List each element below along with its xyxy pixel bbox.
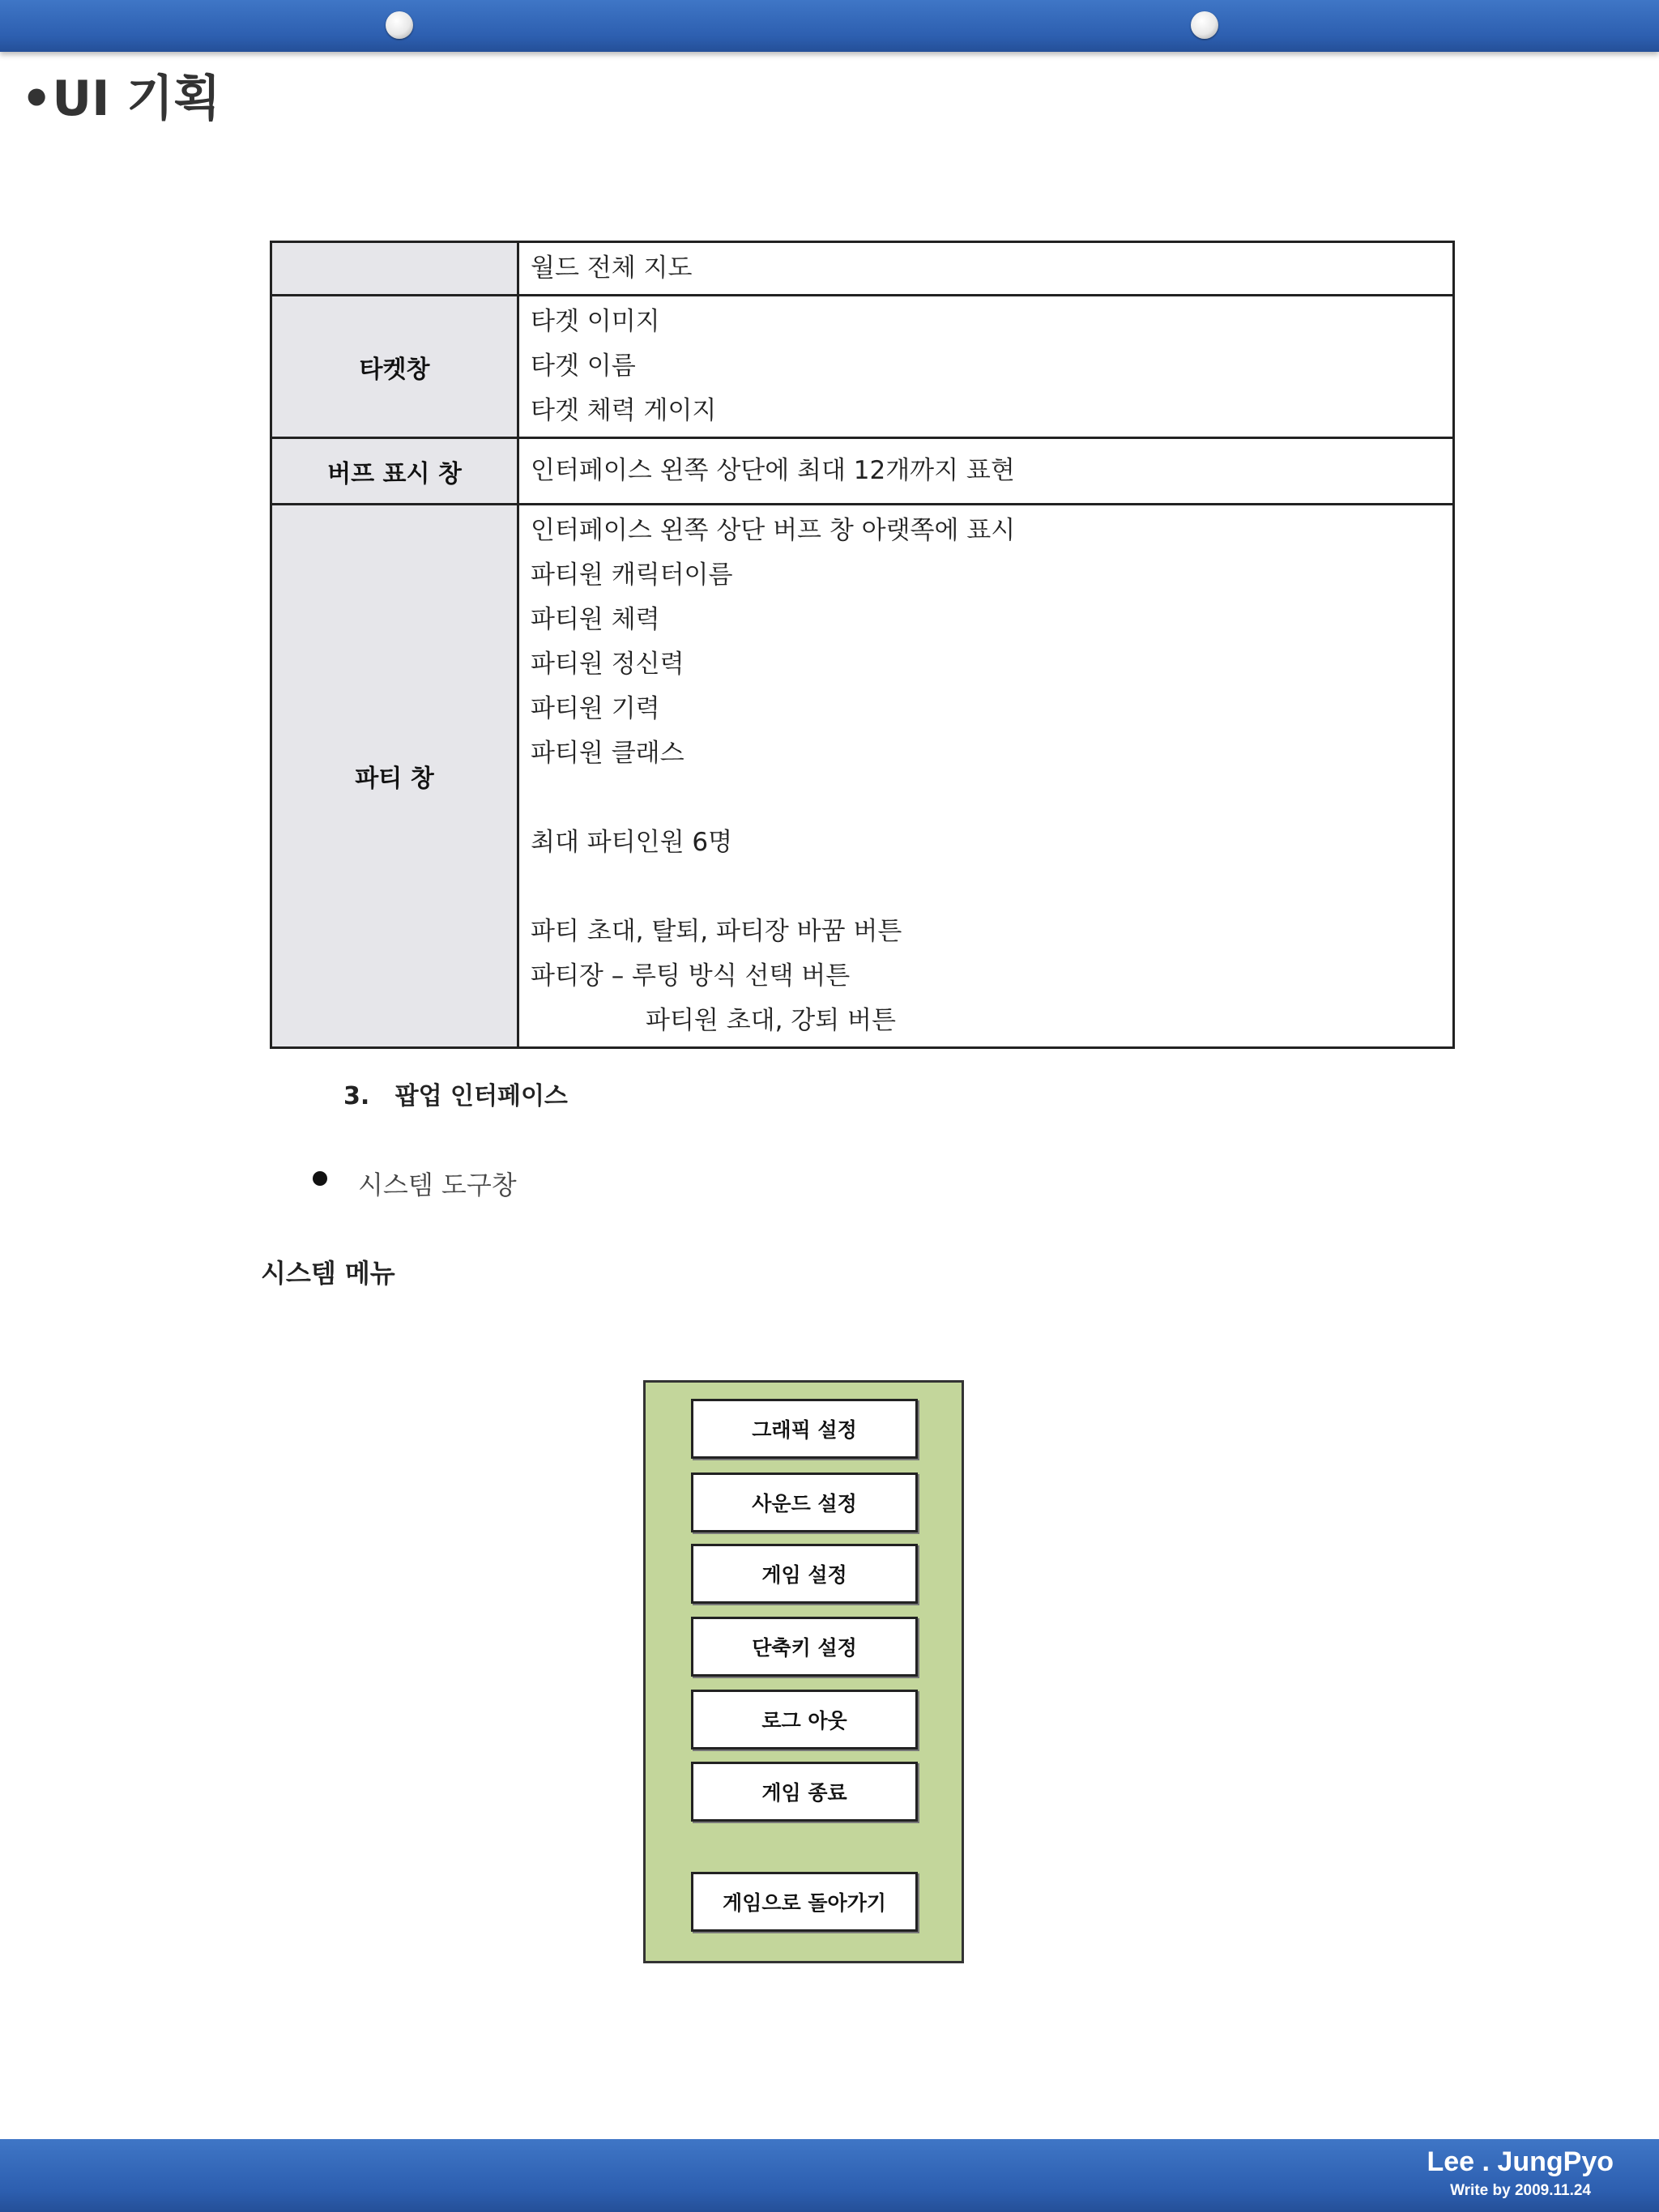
quit-game-button[interactable]: 게임 종료	[691, 1762, 918, 1822]
content-line: 파티원 기력	[531, 694, 660, 723]
blank-line	[531, 776, 1441, 820]
binder-ring-icon	[1191, 11, 1218, 39]
bullet-icon	[313, 1171, 327, 1186]
content-line: 타겟 이미지	[531, 307, 660, 336]
row-label: 버프 표시 창	[271, 438, 518, 505]
content-line: 파티원 정신력	[531, 650, 684, 679]
table-row	[271, 242, 1454, 296]
content-line: 파티장 – 루팅 방식 선택 버튼	[531, 961, 851, 991]
content-line: 파티원 캐릭터이름	[531, 560, 733, 590]
content-line: 최대 파티인원 6명	[531, 828, 733, 857]
row-label: 파티 창	[271, 505, 518, 1048]
row-content	[518, 505, 1454, 1048]
game-settings-button[interactable]: 게임 설정	[691, 1544, 918, 1604]
bottom-banner	[0, 2139, 1659, 2212]
top-banner	[0, 0, 1659, 52]
content-line: 인터페이스 왼쪽 상단에 최대 12개까지 표현	[531, 456, 1015, 485]
row-content	[518, 242, 1454, 296]
content-line: 타겟 체력 게이지	[531, 396, 717, 425]
slide-title: •UI 기획	[21, 70, 221, 127]
content-line: 타겟 이름	[531, 352, 636, 381]
row-content	[518, 296, 1454, 438]
content-line: 파티원 체력	[531, 605, 660, 634]
blank-line	[531, 865, 1441, 910]
table-row	[271, 505, 1454, 1048]
row-label: 타켓창	[271, 296, 518, 438]
table-row	[271, 438, 1454, 505]
menu-heading: 시스템 메뉴	[261, 1258, 395, 1289]
sound-settings-button[interactable]: 사운드 설정	[691, 1473, 918, 1532]
bullet-text: 시스템 도구창	[358, 1170, 517, 1200]
content-line: 파티원 클래스	[531, 739, 684, 768]
author-name: Lee . JungPyo	[1427, 2146, 1614, 2177]
return-to-game-button[interactable]: 게임으로 돌아가기	[691, 1872, 918, 1932]
content-line: 월드 전체 지도	[531, 254, 693, 283]
ui-spec-table	[270, 241, 1455, 1049]
system-menu-panel	[643, 1380, 964, 1963]
table-row	[271, 296, 1454, 438]
section-heading: 3. 팝업 인터페이스	[343, 1082, 568, 1110]
logout-button[interactable]: 로그 아웃	[691, 1690, 918, 1750]
content-line: 파티 초대, 탈퇴, 파티장 바꿈 버튼	[531, 917, 902, 946]
binder-ring-icon	[386, 11, 413, 39]
content-line: 인터페이스 왼쪽 상단 버프 창 아랫쪽에 표시	[531, 516, 1016, 545]
graphics-settings-button[interactable]: 그래픽 설정	[691, 1399, 918, 1459]
row-label	[271, 242, 518, 296]
row-content	[518, 438, 1454, 505]
shortcut-settings-button[interactable]: 단축키 설정	[691, 1617, 918, 1677]
content-line: 파티원 초대, 강퇴 버튼	[646, 1006, 896, 1035]
write-date: Write by 2009.11.24	[1450, 2182, 1591, 2199]
